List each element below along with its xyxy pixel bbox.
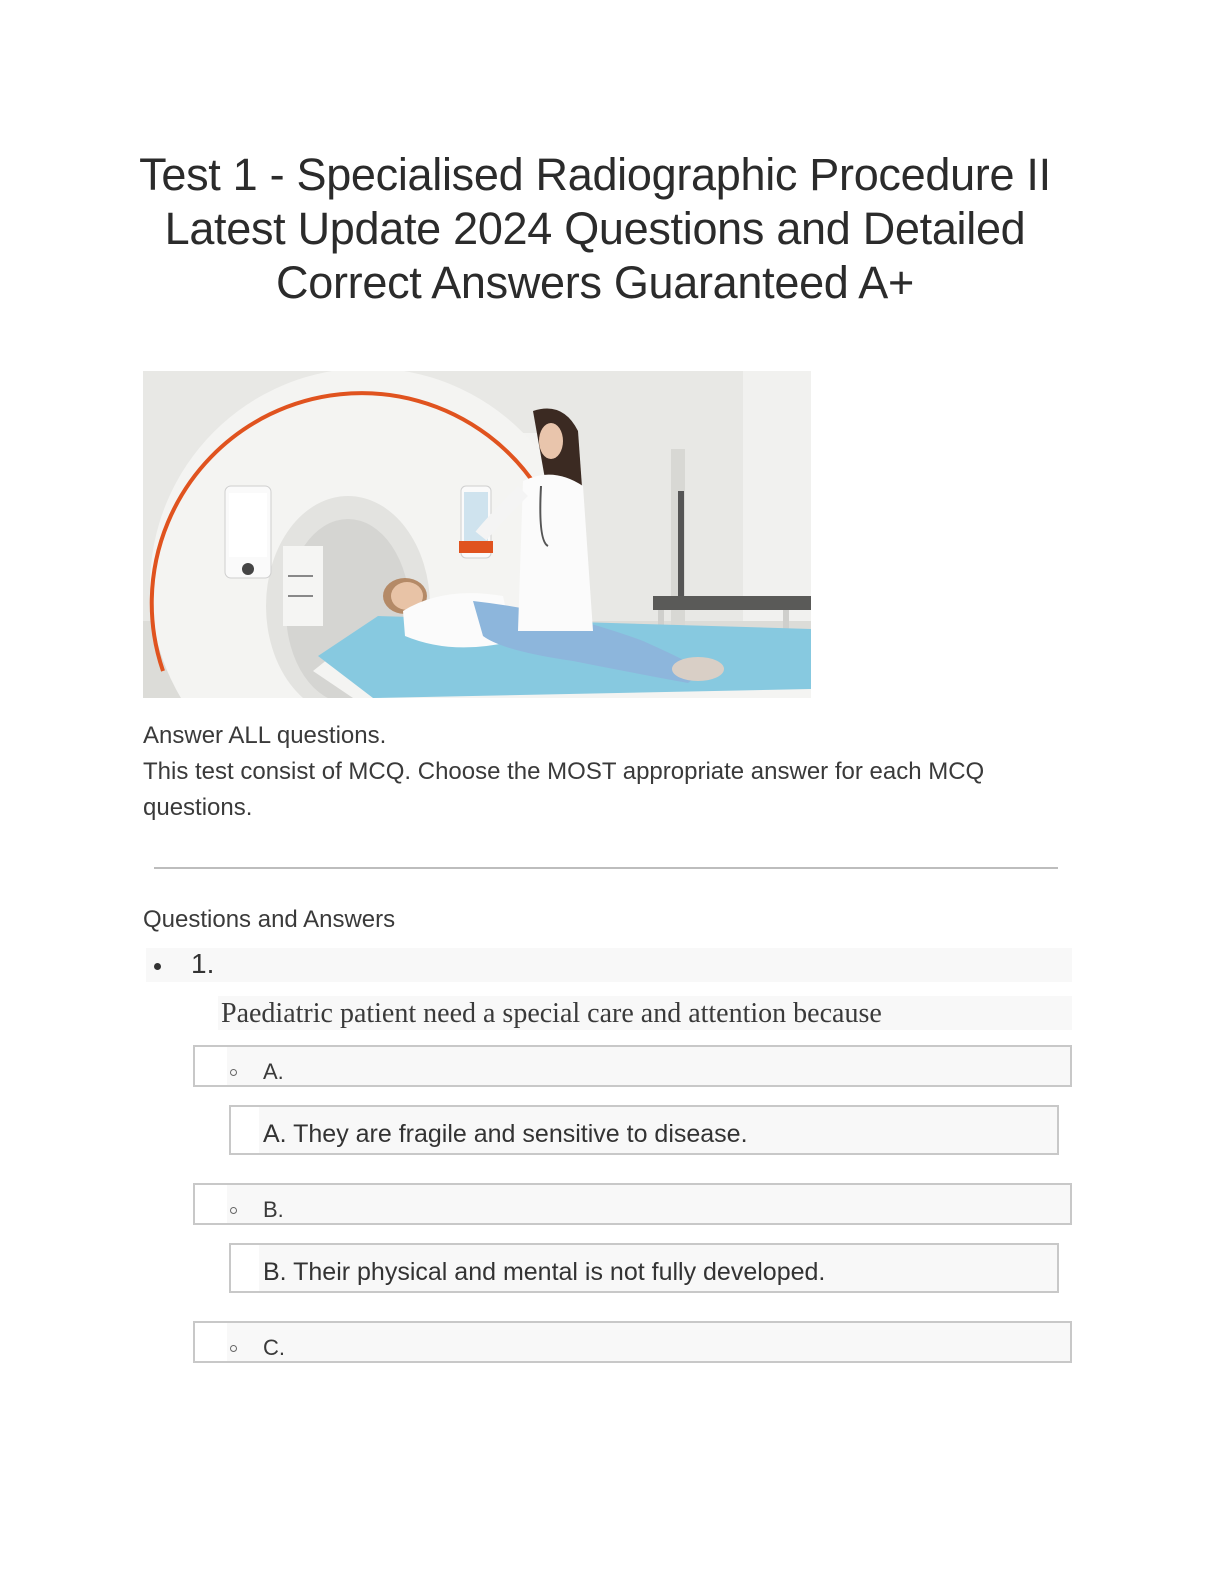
option-a-label[interactable] — [193, 1045, 1072, 1087]
instruction-line-2: This test consist of MCQ. Choose the MOST appropriate answer for each MCQ questions. — [143, 758, 985, 821]
title-line-2: Latest Update 2024 Questions and Detailed — [164, 203, 1026, 254]
option-b-label[interactable] — [193, 1183, 1072, 1225]
title-line-3: Correct Answers Guaranteed A+ — [276, 257, 914, 308]
ct-scanner-image — [143, 371, 811, 698]
question-text: Paediatric patient need a special care and attention because — [221, 998, 882, 1029]
question-text-row — [218, 996, 1072, 1030]
circle-bullet-icon — [230, 1207, 237, 1214]
title-line-1: Test 1 - Specialised Radiographic Procedure II — [139, 149, 1051, 200]
ct-scan-illustration — [143, 371, 811, 698]
option-letter: B. — [263, 1197, 284, 1222]
option-answer-text: A. They are fragile and sensitive to disease. — [263, 1120, 748, 1148]
section-divider — [154, 867, 1058, 869]
option-letter: A. — [263, 1059, 284, 1084]
section-heading: Questions and Answers — [143, 906, 396, 933]
option-a-answer[interactable] — [229, 1105, 1059, 1155]
instructions — [143, 718, 1043, 826]
option-answer-text: B. Their physical and mental is not fully developed. — [263, 1258, 826, 1286]
question-number-row — [146, 948, 1072, 982]
question-number: 1. — [191, 948, 215, 979]
circle-bullet-icon — [230, 1069, 237, 1076]
option-c-label[interactable] — [193, 1321, 1072, 1363]
bullet-icon — [154, 963, 161, 970]
instruction-line-1: Answer ALL questions. — [143, 722, 387, 749]
option-b-answer[interactable] — [229, 1243, 1059, 1293]
document-title — [100, 148, 1090, 310]
option-letter: C. — [263, 1335, 285, 1360]
circle-bullet-icon — [230, 1345, 237, 1352]
